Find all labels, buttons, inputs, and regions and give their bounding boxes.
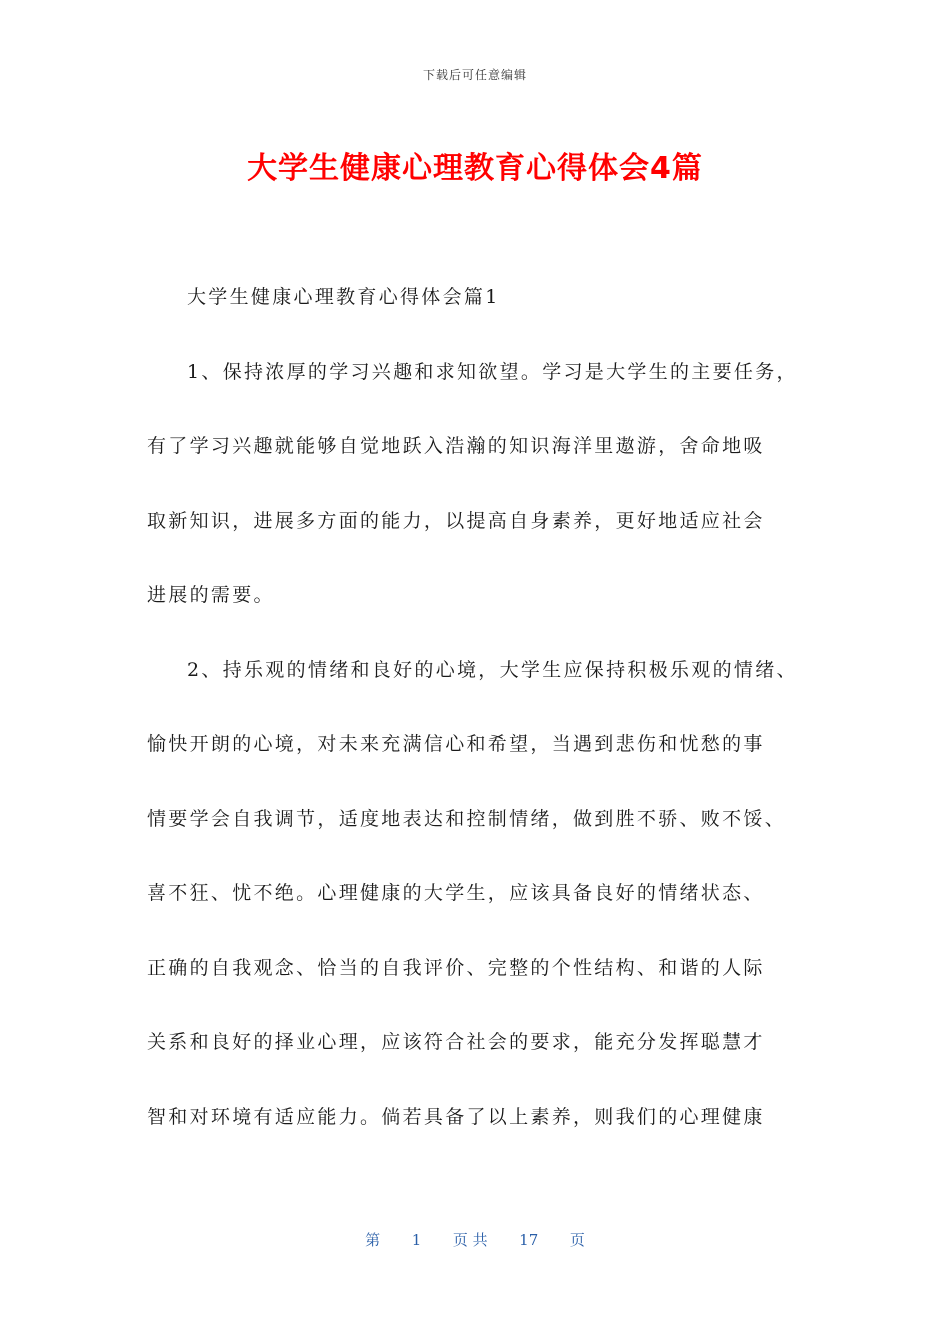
document-title: 大学生健康心理教育心得体会4篇 [247, 151, 703, 186]
paragraph-1-line: 有了学习兴趣就能够自觉地跃入浩瀚的知识海洋里遨游，舍命地吸 [147, 435, 765, 457]
paragraph-2-line: 关系和良好的择业心理，应该符合社会的要求，能充分发挥聪慧才 [147, 1031, 765, 1053]
paragraph-1-line: 取新知识，进展多方面的能力，以提高自身素养，更好地适应社会 [147, 510, 765, 532]
paragraph-2-line: 情要学会自我调节，适度地表达和控制情绪，做到胜不骄、败不馁、 [147, 808, 787, 830]
section-heading: 大学生健康心理教育心得体会篇1 [187, 286, 500, 308]
paragraph-2-line: 喜不狂、忧不绝。心理健康的大学生，应该具备良好的情绪状态、 [147, 882, 765, 904]
paragraph-1-line: 进展的需要。 [147, 584, 275, 606]
footer-prefix: 第 [365, 1231, 381, 1249]
paragraph-2-line: 2、持乐观的情绪和良好的心境，大学生应保持积极乐观的情绪、 [187, 659, 798, 681]
paragraph-2-line: 愉快开朗的心境，对未来充满信心和希望，当遇到悲伤和忧愁的事 [147, 733, 765, 755]
page-footer [0, 1229, 950, 1250]
footer-middle: 页 共 [452, 1231, 488, 1249]
paragraph-2-line: 智和对环境有适应能力。倘若具备了以上素养，则我们的心理健康 [147, 1106, 765, 1128]
paragraph-1-line: 1、保持浓厚的学习兴趣和求知欲望。学习是大学生的主要任务， [187, 361, 798, 383]
footer-page-number: 1 [411, 1231, 422, 1249]
footer-suffix: 页 [569, 1231, 585, 1249]
header-note: 下载后可任意编辑 [422, 68, 527, 82]
footer-total-pages: 17 [519, 1231, 539, 1249]
paragraph-2-line: 正确的自我观念、恰当的自我评价、完整的个性结构、和谐的人际 [147, 957, 765, 979]
